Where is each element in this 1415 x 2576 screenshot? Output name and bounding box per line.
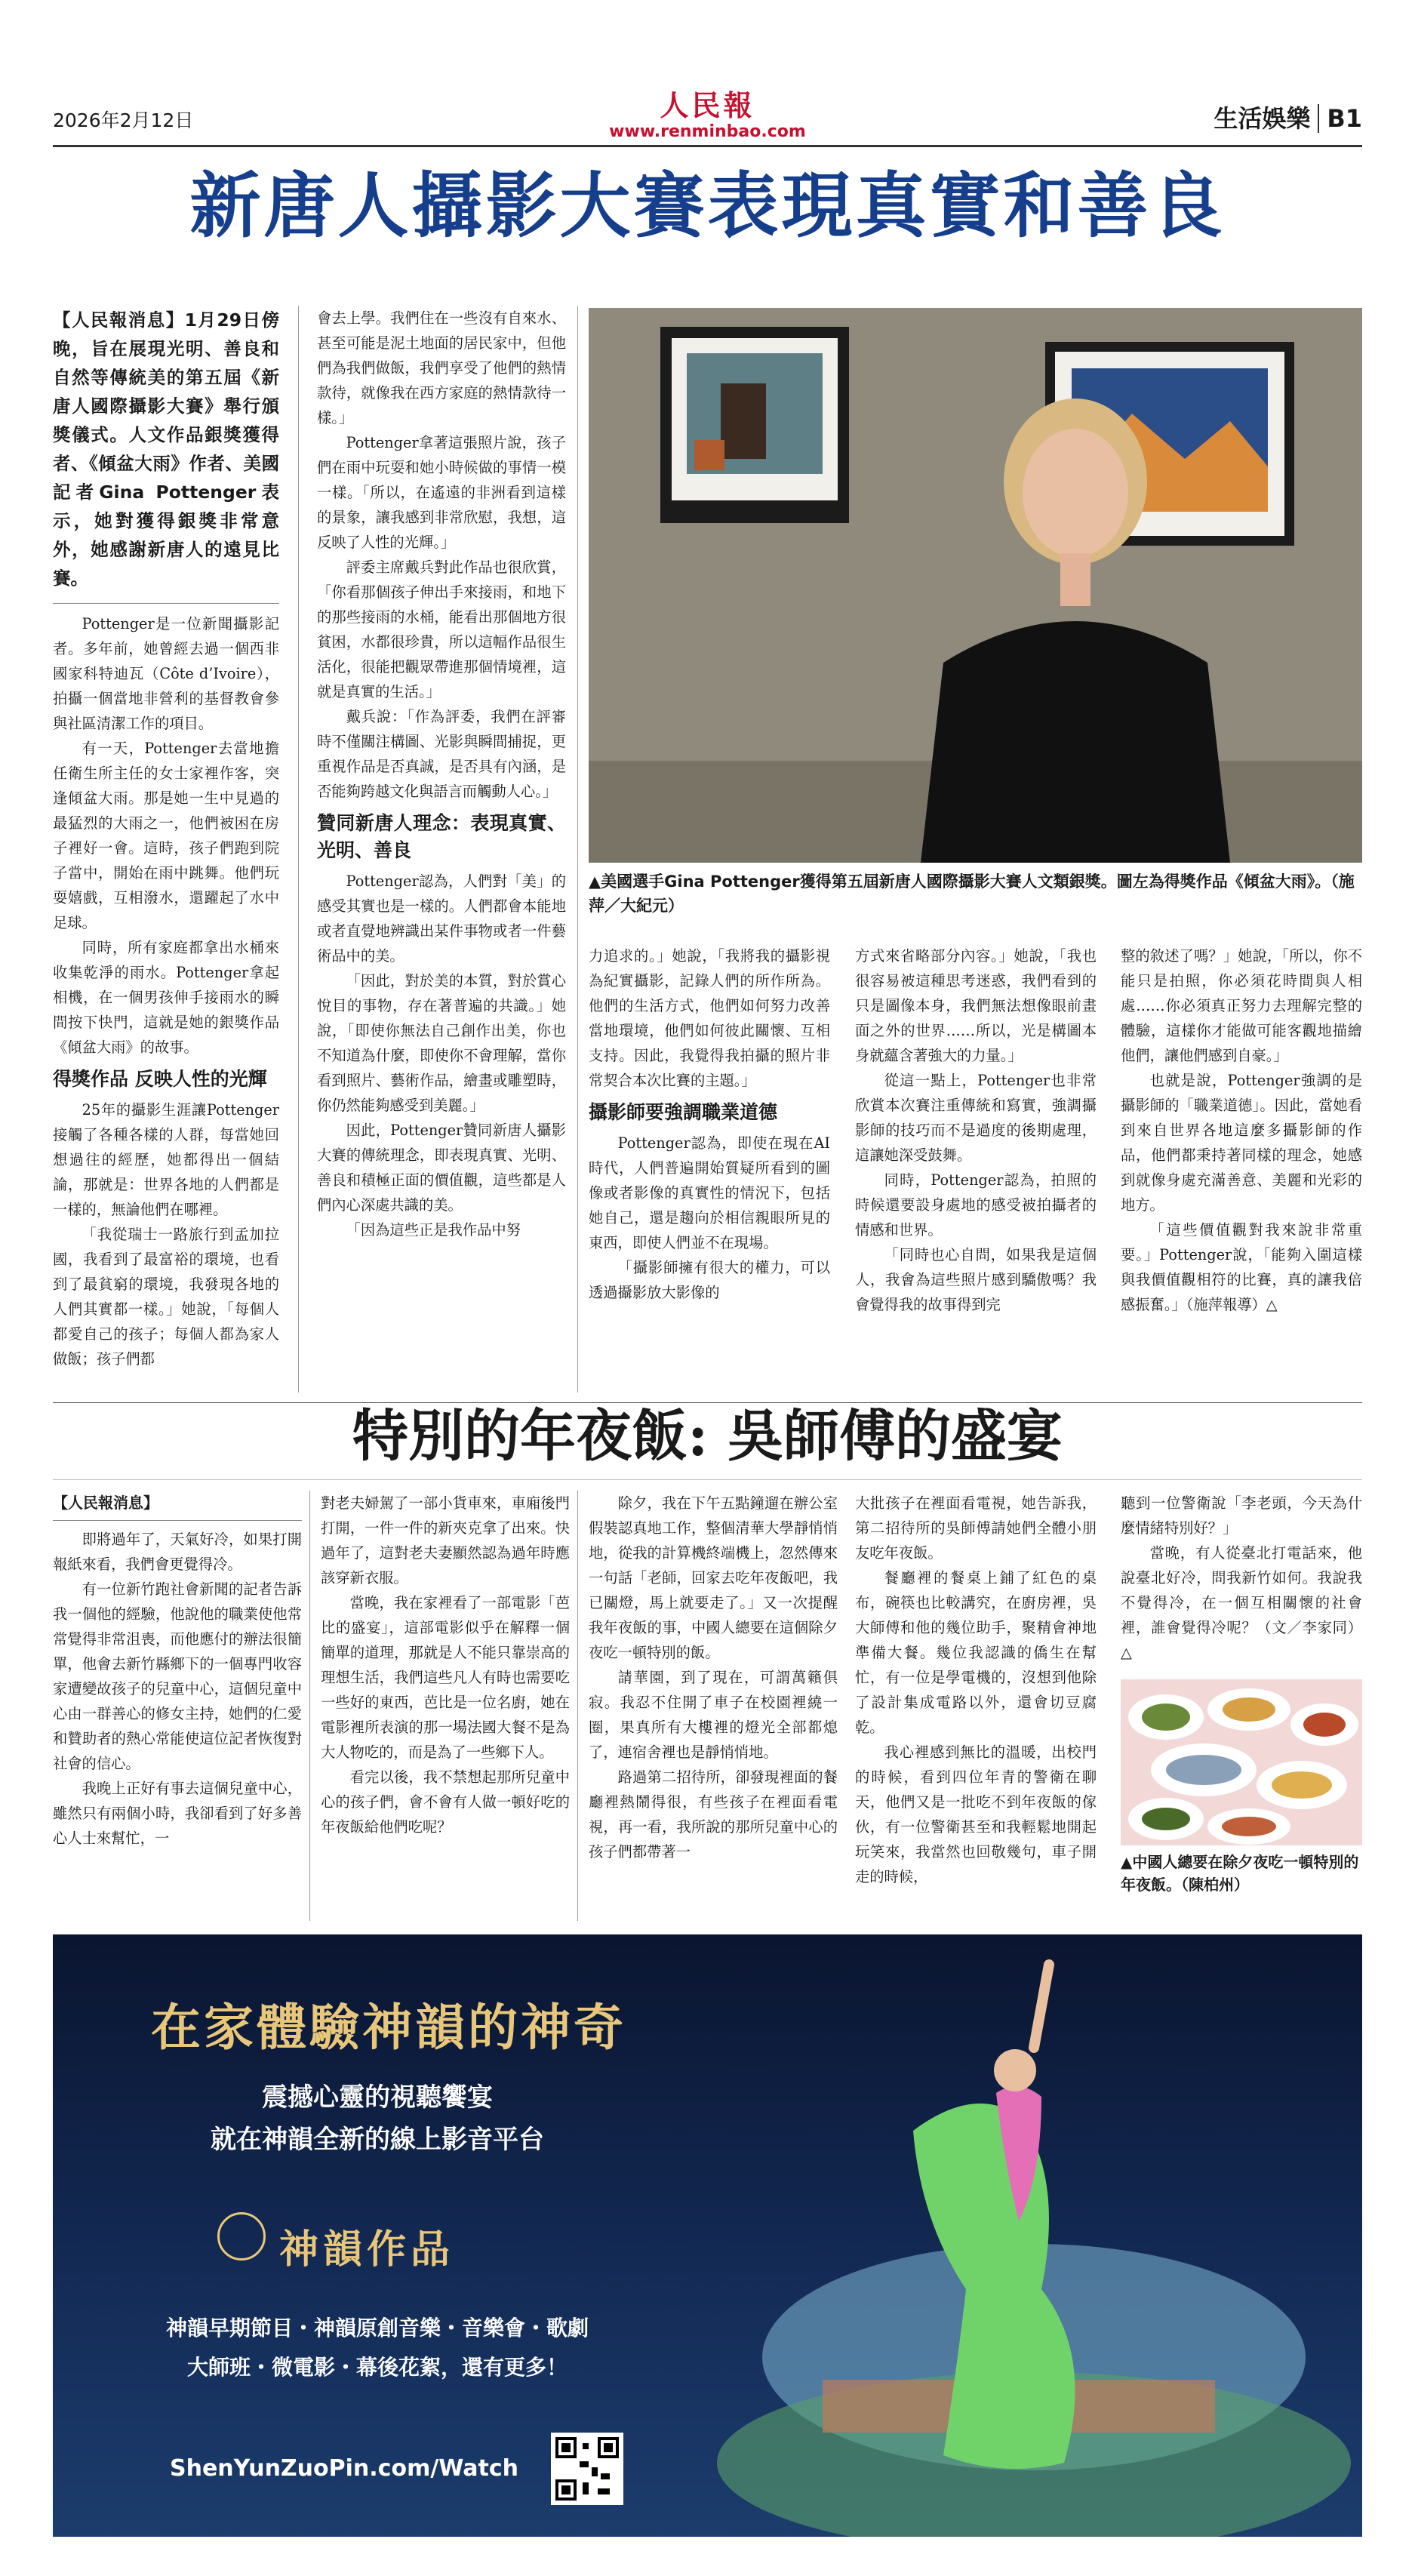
paragraph: 「因為這些正是我作品中努: [346, 1221, 521, 1239]
dancer-illustration: [717, 1934, 1362, 2537]
paragraph: Pottenger是一位新聞攝影記者。多年前，她曾經去過一個西非國家科特迪瓦（Côte d’Ivoire），拍攝一個當地非營利的基督教會參與社區清潔工作的項目。: [53, 615, 279, 732]
paragraph: 同時，Pottenger認為，拍照的時候還要設身處地的感受被拍攝者的情感和世界。: [855, 1171, 1097, 1239]
paragraph: 力追求的。」她說，「我將我的攝影視為紀實攝影，記錄人們的所作所為。他們的生活方式，他們如何努力改善當地環境，他們如何彼此關懷、互相支持。因此，我覺得我拍攝的照片非常契合本次比賽的主題。」: [589, 947, 830, 1089]
ad-line-2: 就在神韻全新的線上影音平台: [211, 2125, 544, 2155]
ad-title: 在家體驗神韻的神奇: [151, 1999, 626, 2057]
paragraph: 評委主席戴兵對此作品也很欣賞，「你看那個孩子伸出手來接雨，和地下的那些接雨的水桶，能看出那個地方很貧困，水都很珍貴，所以這幅作品很生活化，很能把觀眾帶進那個情境裡，這就是真實的生活。」: [317, 559, 566, 700]
paragraph: 從這一點上，Pottenger也非常欣賞本次賽注重傳統和寫實，強調攝影師的技巧而不是過度的後期處理，這讓她深受鼓舞。: [855, 1072, 1097, 1164]
article1-column-1: [53, 306, 279, 1393]
paragraph: 有一天，Pottenger去當地擔任衛生所主任的女士家裡作客，突逢傾盆大雨。那是她一生中見過的最猛烈的大雨之一，他們被困在房子裡好一會。這時，孩子們跑到院子當中，開始在雨中跳舞。他們玩耍嬉戲，互相潑水，還躍起了水中足球。: [53, 740, 279, 931]
masthead: [53, 89, 1362, 143]
site-url[interactable]: www.renminbao.com: [609, 122, 806, 141]
paragraph: 方式來省略部分內容。」她說，「我也很容易被這種思考迷惑，我們看到的只是圖像本身，我們無法想像眼前畫面之外的世界……所以，光是構圖本身就蘊含著強大的力量。」: [855, 947, 1097, 1064]
article1-column-4: [855, 943, 1097, 1393]
column-divider: [577, 306, 578, 1393]
paragraph: Pottenger拿著這張照片說，孩子們在雨中玩耍和她小時候做的事情一模一樣。「所以，在遙遠的非洲看到這樣的景象，讓我感到非常欣慰，我想，這反映了人性的光輝。」: [317, 434, 566, 551]
paragraph: 會去上學。我們住在一些沒有自來水、甚至可能是泥土地面的居民家中，但他們為我們做飯，我們享受了他們的熱情款待，就像我在西方家庭的熱情款待一樣。」: [317, 309, 566, 426]
article1-column-2: [317, 306, 566, 1393]
article2-headline: 特別的年夜飯: 吳師傅的盛宴: [352, 1404, 1063, 1469]
column-divider: [298, 306, 299, 1393]
article1-column-3: [589, 943, 830, 1393]
article2-photo-caption: ▲中國人總要在除夕夜吃一頓特別的年夜飯。（陳柏州）: [1121, 1853, 1359, 1894]
paragraph: 除夕，我在下午五點鐘遛在辦公室假裝認真地工作，整個清華大學靜悄悄地，從我的計算機終端機上，忽然傳來一句話「老師，回家去吃年夜飯吧，我已關燈，馬上就要走了。」又一次提醒我年夜飯的事，中國人總要在這個除夕夜吃一頓特別的飯。: [589, 1494, 838, 1661]
dinner-illustration: [1121, 1679, 1362, 1845]
issue-date: 2026年2月12日: [53, 109, 194, 131]
paragraph: 同時，所有家庭都拿出水桶來收集乾淨的雨水。Pottenger拿起相機，在一個男孩伸手接雨水的瞬間按下快門，這就是她的銀獎作品《傾盆大雨》的故事。: [53, 939, 279, 1056]
paragraph: 「攝影師擁有很大的權力，可以透過攝影放大影像的: [589, 1259, 830, 1301]
subheading: 攝影師要強調職業道德: [589, 1101, 778, 1123]
page-number: B1: [1318, 104, 1362, 133]
paragraph: 請華園，到了現在，可謂萬籟俱寂。我忍不住開了車子在校園裡繞一圈，果真所有大樓裡的燈光全部都熄了，連宿舍裡也是靜悄悄地。: [589, 1669, 838, 1761]
paragraph: 看完以後，我不禁想起那所兒童中心的孩子們，會不會有人做一頓好吃的年夜飯給他們吃呢？: [321, 1768, 570, 1836]
qr-pattern: [555, 2437, 619, 2501]
paragraph: Pottenger認為，即使在現在AI時代，人們普遍開始質疑所看到的圖像或者影像的真實性的情況下，包括她自己，還是趨向於相信親眼所見的東西，即使人們並不在現場。: [589, 1134, 830, 1251]
paragraph: 餐廳裡的餐桌上鋪了紅色的桌布，碗筷也比較講究，在廚房裡，吳大師傅和他的幾位助手，聚精會神地準備大餐。幾位我認識的僑生在幫忙，有一位是學電機的，沒想到他除了設計集成電路以外，還會切豆腐乾。: [855, 1569, 1097, 1736]
paragraph: 對老夫婦駕了一部小貨車來，車廂後門打開，一件一件的新夾克拿了出來。快過年了，這對老夫妻顯然認為過年時應該穿新衣服。: [321, 1494, 570, 1587]
section-label: [1214, 100, 1362, 134]
column-divider: [309, 1491, 310, 1921]
subheading: 贊同新唐人理念：表現真實、光明、善良: [317, 812, 566, 861]
shen-yun-advertisement[interactable]: [53, 1934, 1362, 2537]
headline-rule: [53, 1479, 1362, 1480]
paragraph: 有一位新竹跑社會新聞的記者告訴我一個他的經驗，他說他的職業使他常常覺得非常沮喪，而他應付的辦法很簡單，他會去新竹縣鄉下的一個專門收容家遭變故孩子的兒童中心，這個兒童中心由一群善心的修女主持，她們的仁愛和贊助者的熱心常能使這位記者恢復對社會的信心。: [53, 1580, 302, 1772]
article2-column-3: [589, 1491, 838, 1921]
article1-lead: 【人民報消息】1月29日傍晚，旨在展現光明、善良和自然等傳統美的第五屆《新唐人國際攝影大賽》舉行頒獎儀式。人文作品銀獎獲得者、《傾盆大雨》作者、美國記者Gina Pottenger表示，她對獲得銀獎非常意外，她感謝新唐人的遠見比賽。: [53, 309, 279, 589]
paragraph: 整的敘述了嗎？」她說，「所以，你不能只是拍照，你必須花時間與人相處……你必須真正努力去理解完整的體驗，這樣你才能做可能客觀地描繪他們，讓他們感到自豪。」: [1121, 947, 1362, 1064]
newspaper-logo[interactable]: [53, 89, 1362, 141]
paragraph: 當晚，我在家裡看了一部電影「芭比的盛宴」，這部電影似乎在解釋一個簡單的道理，那就是人不能只靠崇高的理想生活，我們這些凡人有時也需要吃一些好的東西，芭比是一位名廚，她在電影裡所表演的那一場法國大餐不是為大人物吃的，而是為了一些鄉下人。: [321, 1594, 570, 1761]
paragraph: 戴兵說：「作為評委，我們在評審時不僅關注構圖、光影與瞬間捕捉，更重視作品是否真誠，是否具有內涵，是否能夠跨越文化與語言而觸動人心。」: [317, 708, 566, 800]
article2-column-4: [855, 1491, 1097, 1921]
paragraph: 因此，Pottenger贊同新唐人攝影大賽的傳統理念，即表現真實、光明、善良和積極正面的價值觀，這些都是人們內心深處共識的美。: [317, 1122, 566, 1214]
paragraph: 聽到一位警衛說「李老頭，今天為什麼情緒特別好？」: [1121, 1494, 1362, 1537]
article2-column-1: [53, 1491, 302, 1921]
new-year-dinner-photo: [1121, 1679, 1362, 1845]
shen-yun-emblem-icon: [217, 2212, 266, 2261]
paragraph: 「我從瑞士一路旅行到孟加拉國，我看到了最富裕的環境，也看到了最貧窮的環境，我發現各地的人們其實都一樣。」她說，「每個人都愛自己的孩子；每個人都為家人做飯；孩子們都: [53, 1226, 279, 1368]
paragraph: 我晚上正好有事去這個兒童中心，雖然只有兩個小時，我卻看到了好多善心人士來幫忙，一: [53, 1780, 302, 1847]
article1-column-5: [1121, 943, 1362, 1393]
paragraph: 路過第二招待所，卻發現裡面的餐廳裡熱鬧得很，有些孩子在裡面看電視，再一看，我所說的那所兒童中心的孩子們都帶著一: [589, 1768, 838, 1860]
ad-url[interactable]: ShenYunZuoPin.com/Watch: [170, 2455, 519, 2482]
paragraph: 「這些價值觀對我來說非常重要。」Pottenger說，「能夠入圍這樣與我價值觀相符的比賽，真的讓我倍感振奮。」（施萍報導）△: [1121, 1221, 1362, 1313]
article1-headline: 新唐人攝影大賽表現真實和善良: [189, 165, 1226, 248]
paragraph: 「同時也心自問，如果我是這個人，我會為這些照片感到驕傲嗎？我會覺得我的故事得到完: [855, 1246, 1097, 1313]
subheading: 得獎作品 反映人性的光輝: [53, 1068, 267, 1090]
paragraph: 當晚，有人從臺北打電話來，他說臺北好冷，問我新竹如何。我說我不覺得冷，在一個互相關懷的社會裡，誰會覺得冷呢？（文／李家同）△: [1121, 1544, 1362, 1661]
column-divider: [577, 1491, 578, 1921]
paragraph: 25年的攝影生涯讓Pottenger接觸了各種各樣的人群，每當她回想過往的經歷，她都得出一個結論，那就是：世界各地的人們都是一樣的，無論他們在哪裡。: [53, 1101, 279, 1218]
paragraph: 也就是說，Pottenger強調的是攝影師的「職業道德」。因此，當她看到來自世界各地這麼多攝影師的作品，他們都秉持著同樣的理念，她感到就像身處充滿善意、美麗和光彩的地方。: [1121, 1072, 1362, 1214]
masthead-rule: [53, 145, 1362, 147]
article2-column-2: [321, 1491, 570, 1921]
photo-illustration: [589, 308, 1362, 863]
section-name: 生活娛樂: [1214, 104, 1311, 133]
news-tag: 【人民報消息】: [53, 1494, 158, 1512]
paragraph: 我心裡感到無比的溫暖，出校門的時候，看到四位年青的警衛在聊天，他們又是一批吃不到年夜飯的傢伙，有一位警衛甚至和我輕鬆地開起玩笑來，我當然也回敬幾句，車子開走的時候，: [855, 1743, 1097, 1885]
article2-column-5: [1121, 1491, 1362, 1664]
lead-divider: [53, 603, 279, 604]
ad-brand: 神韻作品: [279, 2227, 455, 2273]
qr-code-icon[interactable]: [551, 2433, 623, 2505]
article1-photo-caption: ▲美國選手Gina Pottenger獲得第五屆新唐人國際攝影大賽人文類銀獎。圖左為得獎作品《傾盆大雨》。（施萍／大紀元）: [589, 873, 1355, 915]
paragraph: 「因此，對於美的本質，對於賞心悅目的事物，存在著普遍的共識。」她說，「即使你無法自己創作出美，你也不知道為什麼，即使你不會理解，當你看到照片、藝術作品，繪畫或雕塑時，你仍然能夠感受到美麗。」: [317, 972, 566, 1114]
pottenger-photo: [589, 308, 1362, 863]
ad-line-1: 震撼心靈的視聽饗宴: [262, 2082, 493, 2113]
ad-program-list-2: 大師班・微電影・幕後花絮，還有更多！: [186, 2355, 568, 2380]
logo-text: 人民報: [660, 88, 755, 122]
paragraph: 即將過年了，天氣好冷，如果打開報紙來看，我們會更覺得冷。: [53, 1531, 302, 1573]
tag-divider: [53, 1520, 302, 1521]
paragraph: 大批孩子在裡面看電視，她告訴我，第二招待所的吳師傅請她們全體小朋友吃年夜飯。: [855, 1494, 1097, 1562]
ad-program-list-1: 神韻早期節目・神韻原創音樂・音樂會・歌劇: [165, 2316, 589, 2341]
paragraph: Pottenger認為，人們對「美」的感受其實也是一樣的。人們都會本能地或者直覺地辨識出某件事物或者一件藝術品中的美。: [317, 873, 566, 965]
